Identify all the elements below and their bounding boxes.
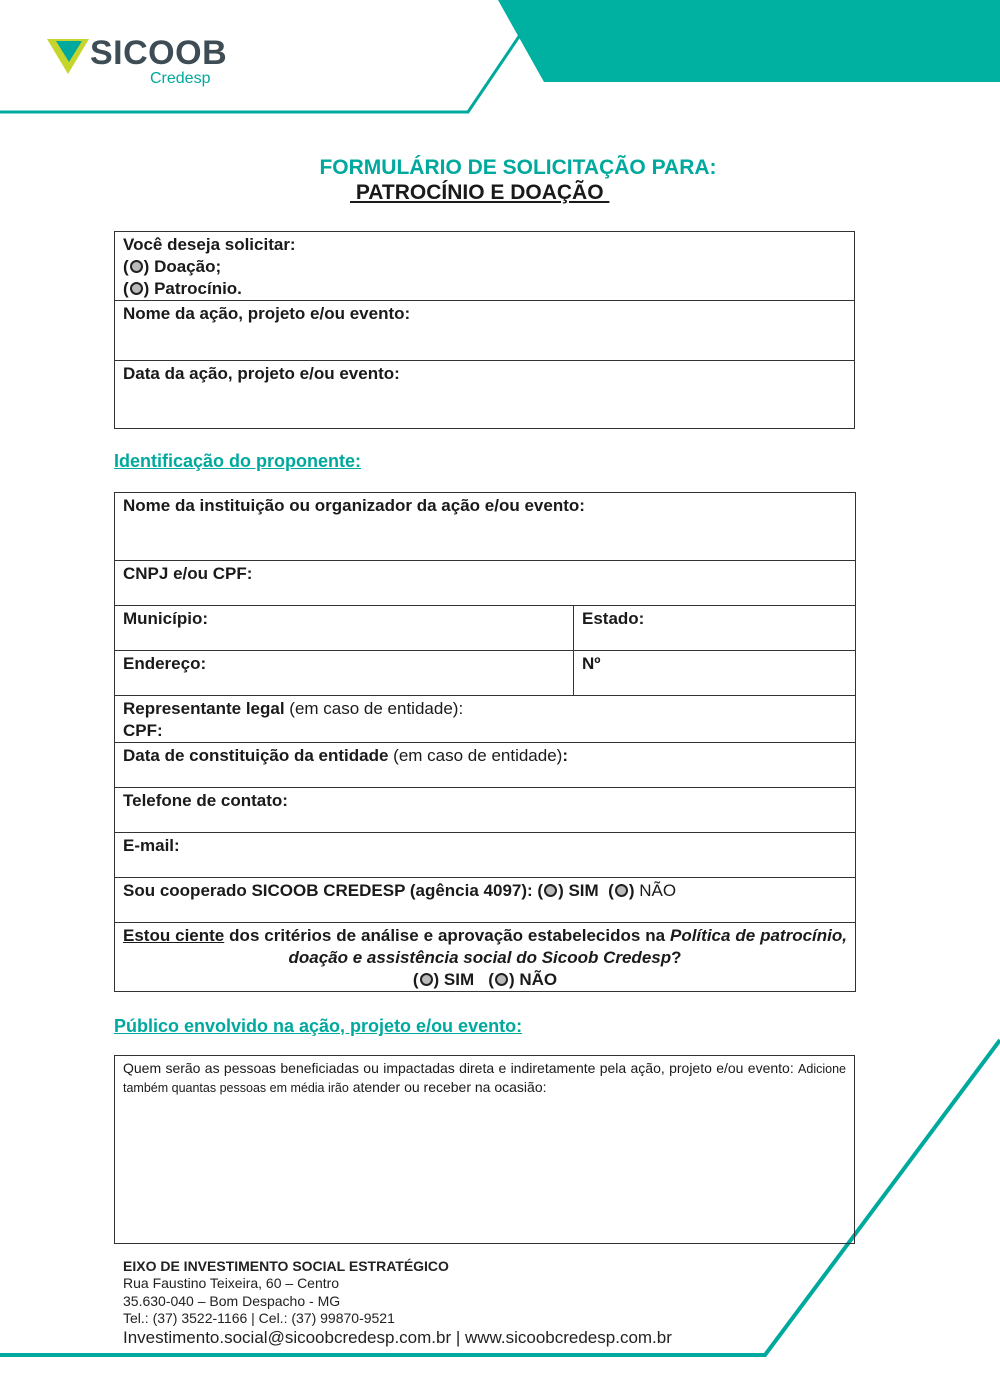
footer-title: EIXO DE INVESTIMENTO SOCIAL ESTRATÉGICO	[123, 1258, 449, 1274]
representative-field[interactable]	[115, 696, 856, 743]
form-title-line2: PATROCÍNIO E DOAÇÃO	[350, 181, 610, 204]
logo-mark	[47, 39, 89, 74]
radio-coop-sim[interactable]	[544, 884, 557, 897]
footer-address2: 35.630-040 – Bom Despacho - MG	[123, 1293, 341, 1309]
constitution-date-field[interactable]: Data de constituição da entidade (em caso de entidade):	[115, 743, 856, 788]
radio-doacao[interactable]	[130, 260, 143, 273]
form-title-line1: FORMULÁRIO DE SOLICITAÇÃO PARA:	[319, 156, 717, 179]
municipio-label: Município:	[123, 609, 208, 628]
request-question: Você deseja solicitar:	[123, 235, 296, 254]
publico-section-title: Público envolvido na ação, projeto e/ou evento:	[114, 1016, 523, 1036]
radio-coop-nao[interactable]	[615, 884, 628, 897]
action-name-label: Nome da ação, projeto e/ou evento:	[123, 304, 411, 323]
action-date-field[interactable]	[115, 361, 855, 429]
cnpj-field[interactable]	[115, 561, 856, 606]
logo-subtitle: Credesp	[150, 70, 211, 87]
header-teal-band	[498, 0, 1000, 82]
institution-label: Nome da instituição ou organizador da ação e/ou evento:	[123, 496, 585, 515]
rep-note: (em caso de entidade):	[284, 699, 464, 718]
ciente-underlined: Estou ciente	[123, 926, 225, 945]
phone-field[interactable]	[115, 788, 856, 833]
action-date-label: Data da ação, projeto e/ou evento:	[123, 364, 400, 383]
ciente-field: Estou ciente dos critérios de análise e aprovação estabelecidos na Política de patrocínio, doação e assistência social do Sicoob Credesp? ( ) SIM ( ) NÃO	[115, 923, 856, 992]
option-patrocinio[interactable]: ( ) Patrocínio.	[123, 279, 242, 298]
footer-address1: Rua Faustino Teixeira, 60 – Centro	[123, 1275, 340, 1291]
const-label: Data de constituição da entidade	[123, 746, 389, 765]
endereco-field[interactable]	[115, 651, 574, 696]
municipio-field[interactable]	[115, 606, 574, 651]
email-field[interactable]	[115, 833, 856, 878]
footer-contact[interactable]: Investimento.social@sicoobcredesp.com.br | www.sicoobcredesp.com.br	[123, 1328, 672, 1347]
publico-desc: Quem serão as pessoas beneficiadas ou impactadas direta e indiretamente pela ação, projeto e/ou evento:	[123, 1060, 799, 1076]
rep-cpf-label: CPF:	[123, 721, 163, 740]
rep-label: Representante legal	[123, 699, 285, 718]
request-table	[114, 231, 855, 429]
request-type-cell	[115, 232, 855, 301]
action-name-field[interactable]	[115, 301, 855, 361]
cooperado-field: Sou cooperado SICOOB CREDESP (agência 4097): ( ) SIM ( ) NÃO	[115, 878, 856, 923]
email-label: E-mail:	[123, 836, 180, 855]
estado-label: Estado:	[582, 609, 645, 628]
endereco-label: Endereço:	[123, 654, 207, 673]
numero-label: Nº	[582, 654, 601, 673]
estado-field[interactable]	[574, 606, 856, 651]
cnpj-label: CNPJ e/ou CPF:	[123, 564, 253, 583]
proponent-table	[114, 492, 856, 992]
publico-field[interactable]: Quem serão as pessoas beneficiadas ou impactadas direta e indiretamente pela ação, projeto e/ou evento: Adicione também quantas pessoas em média irão atender ou receber na ocasião:	[115, 1056, 855, 1244]
radio-ciente-sim[interactable]	[420, 973, 433, 986]
footer-phones: Tel.: (37) 3522-1166 | Cel.: (37) 99870-9521	[123, 1310, 395, 1326]
numero-field[interactable]	[574, 651, 856, 696]
institution-field[interactable]	[115, 493, 856, 561]
radio-ciente-nao[interactable]	[495, 973, 508, 986]
publico-table	[114, 1055, 855, 1244]
option-doacao[interactable]: ( ) Doação;	[123, 257, 222, 276]
policy-name: Política de patrocínio, doação e assistência social do Sicoob Credesp	[288, 926, 847, 967]
proponent-section-title: Identificação do proponente:	[114, 451, 362, 471]
cooperado-label: Sou cooperado SICOOB CREDESP (agência 4097):	[123, 881, 533, 900]
const-note: (em caso de entidade)	[388, 746, 563, 765]
radio-patrocinio[interactable]	[130, 282, 143, 295]
phone-label: Telefone de contato:	[123, 791, 288, 810]
logo-wordmark: SICOOB	[90, 34, 228, 72]
